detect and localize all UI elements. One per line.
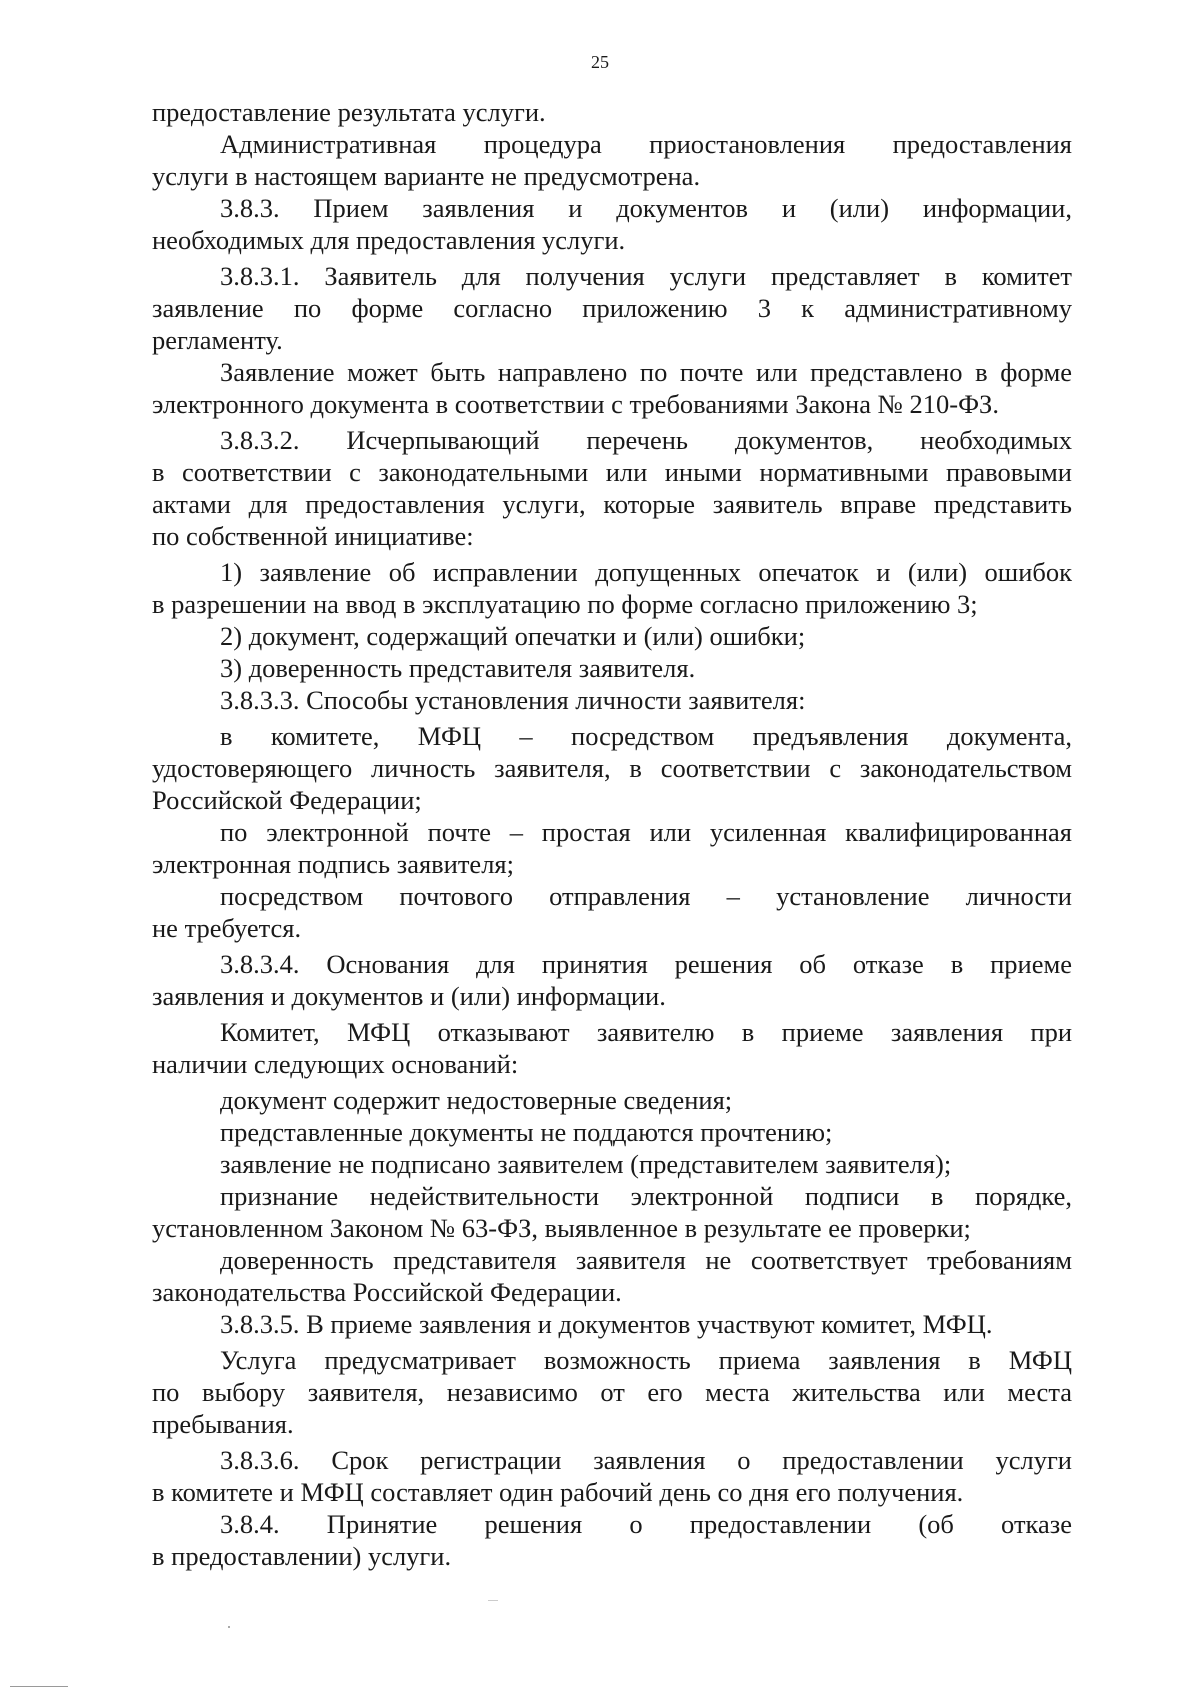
paragraph <box>152 948 1072 1012</box>
text-line: 3) доверенность представителя заявителя. <box>220 653 696 683</box>
text-line: представленные документы не поддаются прочтению; <box>220 1117 833 1147</box>
text-line: в предоставлении) услуги. <box>152 1541 452 1571</box>
paragraph <box>152 880 1072 944</box>
text-line: 3.8.3.6. Срок регистрации заявления о предоставлении услуги <box>220 1445 1072 1475</box>
text-line: Административная процедура приостановления предоставления <box>220 129 1072 159</box>
text-line: Комитет, МФЦ отказывают заявителю в приеме заявления при <box>220 1017 1072 1047</box>
text-line: предоставление результата услуги. <box>152 97 546 127</box>
text-line: актами для предоставления услуги, которые заявитель вправе представить <box>152 489 1072 519</box>
text-line: пребывания. <box>152 1409 294 1439</box>
text-line: по электронной почте – простая или усиленная квалифицированная <box>220 817 1072 847</box>
text-line: признание недействительности электронной подписи в порядке, <box>220 1181 1072 1211</box>
text-line: услуги в настоящем варианте не предусмотрена. <box>152 161 701 191</box>
text-line: Услуга предусматривает возможность приема заявления в МФЦ <box>220 1345 1072 1375</box>
paragraph <box>152 1244 1072 1308</box>
text-line: 3.8.4. Принятие решения о предоставлении (об отказе <box>220 1509 1072 1539</box>
text-line: 1) заявление об исправлении допущенных опечаток и (или) ошибок <box>220 557 1072 587</box>
text-line: 3.8.3. Прием заявления и документов и (или) информации, <box>220 193 1072 223</box>
paragraph <box>152 1148 1072 1180</box>
scan-artifact-line <box>10 1686 68 1687</box>
text-line: Заявление может быть направлено по почте или представлено в форме <box>220 357 1072 387</box>
paragraph <box>152 1116 1072 1148</box>
paragraph <box>152 356 1072 420</box>
text-line: 3.8.3.3. Способы установления личности заявителя: <box>220 685 806 715</box>
scan-artifact-dash <box>488 1600 498 1601</box>
text-line: по собственной инициативе: <box>152 521 474 551</box>
paragraph <box>152 424 1072 552</box>
text-line: заявление по форме согласно приложению 3 к административному <box>152 293 1072 323</box>
paragraph <box>152 96 1072 128</box>
text-line: по выбору заявителя, независимо от его места жительства или места <box>152 1377 1072 1407</box>
text-line: удостоверяющего личность заявителя, в соответствии с законодательством <box>152 753 1072 783</box>
text-line: в комитете, МФЦ – посредством предъявления документа, <box>220 721 1072 751</box>
text-line: 3.8.3.5. В приеме заявления и документов участвуют комитет, МФЦ. <box>220 1309 993 1339</box>
scan-artifact-dot <box>228 1626 230 1628</box>
text-line: не требуется. <box>152 913 302 943</box>
paragraph <box>152 556 1072 620</box>
text-line: установленном Законом № 63-ФЗ, выявленное в результате ее проверки; <box>152 1213 971 1243</box>
paragraph <box>152 816 1072 880</box>
text-line: документ содержит недостоверные сведения; <box>220 1085 733 1115</box>
paragraph <box>152 192 1072 256</box>
text-line: заявление не подписано заявителем (представителем заявителя); <box>220 1149 952 1179</box>
text-line: в разрешении на ввод в эксплуатацию по форме согласно приложению 3; <box>152 589 978 619</box>
text-line: 3.8.3.1. Заявитель для получения услуги представляет в комитет <box>220 261 1072 291</box>
text-line: необходимых для предоставления услуги. <box>152 225 626 255</box>
paragraph <box>152 1084 1072 1116</box>
paragraph <box>152 1444 1072 1508</box>
text-line: посредством почтового отправления – установление личности <box>220 881 1072 911</box>
text-line: 3.8.3.4. Основания для принятия решения об отказе в приеме <box>220 949 1072 979</box>
paragraph <box>152 620 1072 652</box>
text-line: в комитете и МФЦ составляет один рабочий день со дня его получения. <box>152 1477 964 1507</box>
text-line: доверенность представителя заявителя не соответствует требованиям <box>220 1245 1072 1275</box>
text-line: заявления и документов и (или) информации. <box>152 981 666 1011</box>
text-line: 3.8.3.2. Исчерпывающий перечень документов, необходимых <box>220 425 1072 455</box>
paragraph <box>152 684 1072 716</box>
document-body <box>152 96 1072 1572</box>
paragraph <box>152 1308 1072 1340</box>
paragraph <box>152 1508 1072 1572</box>
paragraph <box>152 720 1072 816</box>
text-line: в соответствии с законодательными или иными нормативными правовыми <box>152 457 1072 487</box>
text-line: 2) документ, содержащий опечатки и (или) ошибки; <box>220 621 806 651</box>
text-line: Российской Федерации; <box>152 785 422 815</box>
text-line: законодательства Российской Федерации. <box>152 1277 622 1307</box>
text-line: наличии следующих оснований: <box>152 1049 519 1079</box>
paragraph <box>152 1180 1072 1244</box>
paragraph <box>152 128 1072 192</box>
text-line: регламенту. <box>152 325 283 355</box>
paragraph <box>152 1016 1072 1080</box>
page-number: 25 <box>591 52 609 72</box>
paragraph <box>152 1344 1072 1440</box>
paragraph <box>152 652 1072 684</box>
paragraph <box>152 260 1072 356</box>
text-line: электронная подпись заявителя; <box>152 849 514 879</box>
text-line: электронного документа в соответствии с требованиями Закона № 210-ФЗ. <box>152 389 999 419</box>
